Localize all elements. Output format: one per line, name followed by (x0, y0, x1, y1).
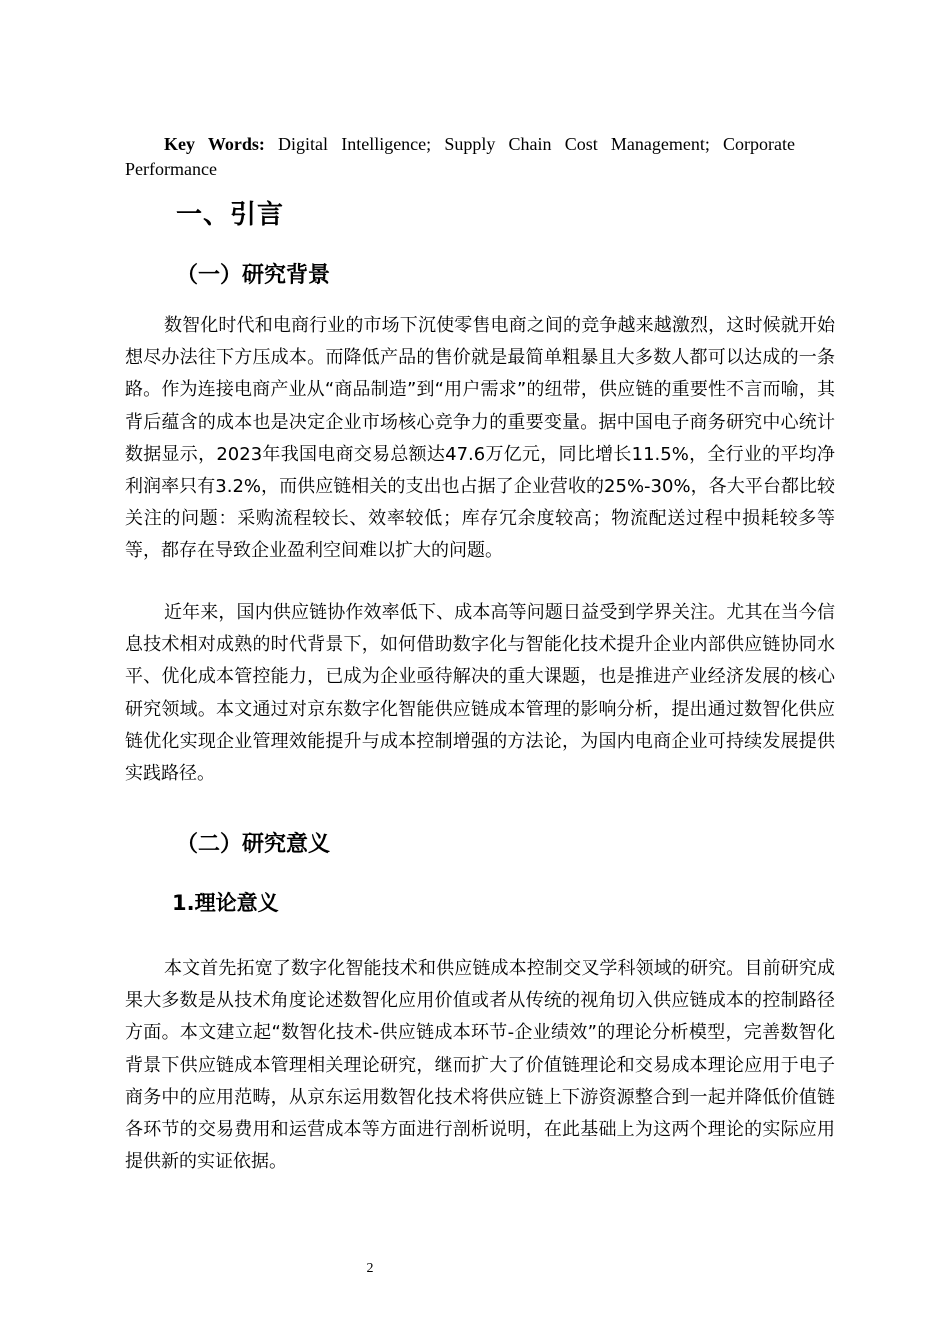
heading-introduction: 一、引言 (176, 200, 285, 230)
paragraph-background-2: 近年来，国内供应链协作效率低下、成本高等问题日益受到学界关注。尤其在当今信息技术相对成熟的时代背景下，如何借助数字化与智能化技术提升企业内部供应链协同水平、优化成本管控能力，已成为企业亟待解决的重大课题，也是推进产业经济发展的核心研究领域。本文通过对京东数字化智能供应链成本管理的影响分析，提出通过数智化供应链优化实现企业管理效能提升与成本控制增强的方法论，为国内电商企业可持续发展提供实践路径。 (125, 602, 835, 785)
paragraph-background-1: 数智化时代和电商行业的市场下沉使零售电商之间的竞争越来越激烈，这时候就开始想尽办法往下方压成本。而降低产品的售价就是最简单粗暴且大多数人都可以达成的一条路。作为连接电商产业从“商品制造”到“用户需求”的纽带，供应链的重要性不言而喻，其背后蕴含的成本也是决定企业市场核心竞争力的重要变量。据中国电子商务研究中心统计数据显示，2023年我国电商交易总额达47.6万亿元，同比增长11.5%，全行业的平均净利润率只有3.2%，而供应链相关的支出也占据了企业营收的25%-30%，各大平台都比较关注的问题：采购流程较长、效率较低；库存冗余度较高；物流配送过程中损耗较多等等，都存在导致企业盈利空间难以扩大的问题。 (125, 315, 835, 562)
heading-research-significance: （二）研究意义 (176, 832, 331, 857)
keywords-label: Key Words: (164, 134, 265, 154)
keywords-text: Digital Intelligence; Supply Chain Cost Management; Corporate Performance (125, 134, 796, 179)
heading-theoretical-significance: 1.理论意义 (172, 891, 279, 915)
keywords-line (125, 132, 795, 182)
paragraph-theoretical-significance: 本文首先拓宽了数字化智能技术和供应链成本控制交叉学科领域的研究。目前研究成果大多数是从技术角度论述数智化应用价值或者从传统的视角切入供应链成本的控制路径方面。本文建立起“数智化技术-供应链成本环节-企业绩效”的理论分析模型，完善数智化背景下供应链成本管理相关理论研究，继而扩大了价值链理论和交易成本理论应用于电子商务中的应用范畴，从京东运用数智化技术将供应链上下游资源整合到一起并降低价值链各环节的交易费用和运营成本等方面进行剖析说明，在此基础上为这两个理论的实际应用提供新的实证依据。 (125, 958, 835, 1173)
page-number: 2 (366, 1261, 374, 1276)
heading-research-background: （一）研究背景 (176, 263, 331, 288)
